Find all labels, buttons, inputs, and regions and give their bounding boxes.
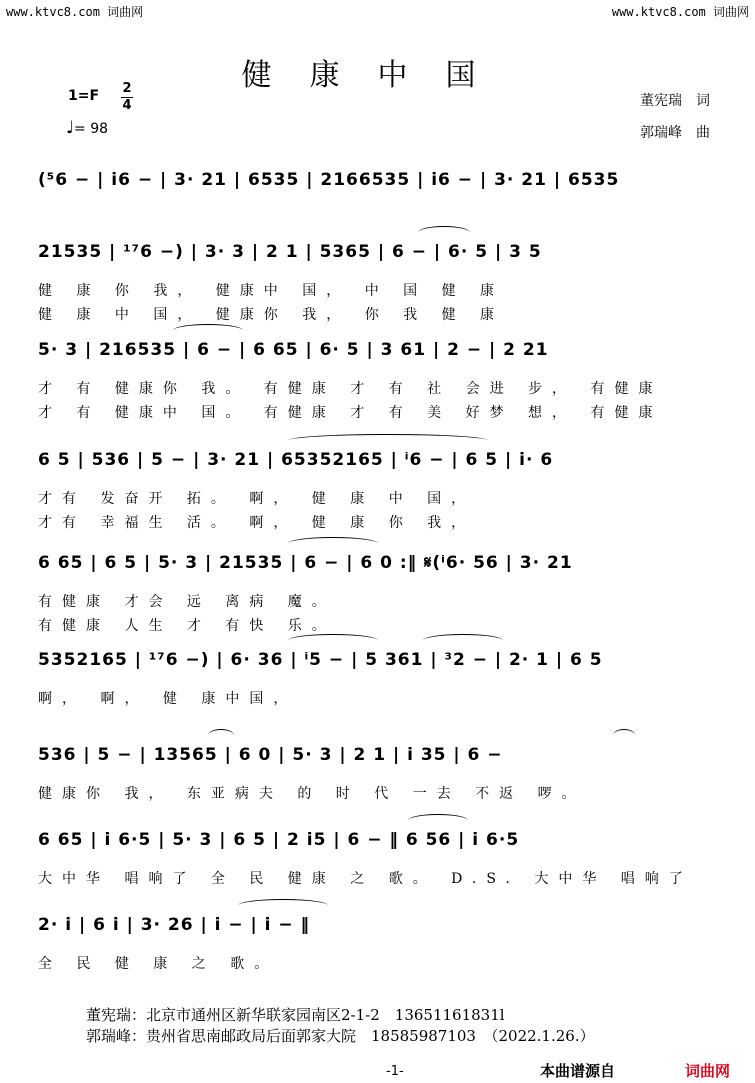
lyric-verse-1: 健康你 我， 东亚病夫 的 时 代 一去 不返 啰。 [38, 786, 586, 802]
header-site-left[interactable]: www.ktvc8.com 词曲网 [6, 5, 144, 19]
lyric-verse-2: 健 康 中 国， 健康你 我， 你 我 健 康 [38, 307, 505, 323]
meter-top: 2 [122, 81, 132, 96]
score-row [38, 440, 733, 531]
slur-mark [423, 634, 503, 647]
header-site-right[interactable]: www.ktvc8.com 词曲网 [611, 5, 749, 19]
notation-line: (⁵6 − | i6 − | 3· 21 | 6535 | 2166535 | i6 − | 3· 21 | 6535 [38, 170, 620, 190]
notation-line: 21535 | ¹⁷6 −) | 3· 3 | 2 1 | 5365 | 6 − | 6· 5 | 3 5 [38, 242, 542, 262]
song-title: 健康中国 [241, 58, 514, 93]
lyric-verse-1: 有健康 才会 远 离病 魔。 [38, 594, 336, 610]
lyric-verse-2: 有健康 人生 才 有快 乐。 [38, 618, 336, 634]
lyric-verse-1: 健 康 你 我， 健康中 国， 中 国 健 康 [38, 283, 505, 299]
quarter-note-icon: ♩ [66, 118, 75, 138]
footer-lyricist-address: 董宪瑞：北京市通州区新华联家园南区2-1-2 13651161831l [86, 1006, 505, 1024]
score-row [38, 640, 733, 707]
slur-mark [208, 729, 234, 742]
score-row [38, 820, 733, 887]
lyric-verse-2: 才 有 健康中 国。 有健康 才 有 美 好梦 想， 有健康 [38, 405, 663, 421]
slur-mark [288, 634, 378, 647]
lyric-verse-1: 全 民 健 康 之 歌。 [38, 956, 279, 972]
tempo-value: = 98 [74, 121, 109, 137]
score-row [38, 232, 733, 323]
lyric-verse-2: 才有 幸福生 活。 啊， 健 康 你 我， [38, 515, 476, 531]
slur-mark [288, 537, 378, 550]
meter-bottom: 4 [122, 98, 132, 113]
slur-mark [288, 434, 488, 447]
lyricist-credit: 董宪瑞 词 [640, 93, 710, 109]
key-signature: 1=F [68, 88, 100, 104]
notation-line: 536 | 5 − | 13565 | 6 0 | 5· 3 | 2 1 | i 35 | 6 − [38, 745, 503, 765]
score-row [38, 330, 733, 421]
lyric-verse-1: 才 有 健康你 我。 有健康 才 有 社 会进 步， 有健康 [38, 381, 663, 397]
score-row [38, 905, 733, 972]
lyric-verse-1: 才有 发奋开 拓。 啊， 健 康 中 国， [38, 491, 476, 507]
composer-credit: 郭瑞峰 曲 [640, 125, 710, 141]
lyric-verse-1: 啊， 啊， 健 康中国， [38, 691, 298, 707]
notation-line: 6 65 | 6 5 | 5· 3 | 21535 | 6 − | 6 0 :‖ 𝄋(ⁱ6· 56 | 3· 21 [38, 553, 573, 573]
score-row [38, 735, 733, 802]
time-signature [121, 82, 133, 113]
brand-logo[interactable]: 词曲网 [685, 1062, 731, 1080]
score-row [38, 543, 733, 634]
slur-mark [173, 324, 243, 337]
source-label: 本曲谱源自 [540, 1062, 616, 1080]
lyric-verse-1: 大中华 唱响了 全 民 健康 之 歌。 D.S. 大中华 唱响了 [38, 871, 693, 887]
notation-line: 2· i | 6 i | 3· 26 | i − | i − ‖ [38, 915, 311, 935]
slur-mark [238, 899, 328, 912]
slur-mark [418, 226, 470, 239]
notation-line: 5352165 | ¹⁷6 −) | 6· 36 | ⁱ5 − | 5 361 | ³2 − | 2· 1 | 6 5 [38, 650, 603, 670]
footer-composer-address: 郭瑞峰：贵州省思南邮政局后面郭家大院 18585987103 （2022.1.26.） [86, 1027, 595, 1045]
notation-line: 5· 3 | 216535 | 6 − | 6 65 | 6· 5 | 3 61 | 2 − | 2 21 [38, 340, 549, 360]
score-row [38, 160, 733, 204]
page-number: -1- [386, 1064, 404, 1079]
slur-mark [613, 729, 635, 742]
notation-line: 6 65 | i 6·5 | 5· 3 | 6 5 | 2 i5 | 6 − ‖ 6 56 | i 6·5 [38, 830, 520, 850]
slur-mark [408, 814, 468, 827]
tempo-marking [66, 118, 108, 138]
notation-line: 6 5 | 536 | 5 − | 3· 21 | 65352165 | ⁱ6 − | 6 5 | i· 6 [38, 450, 554, 470]
